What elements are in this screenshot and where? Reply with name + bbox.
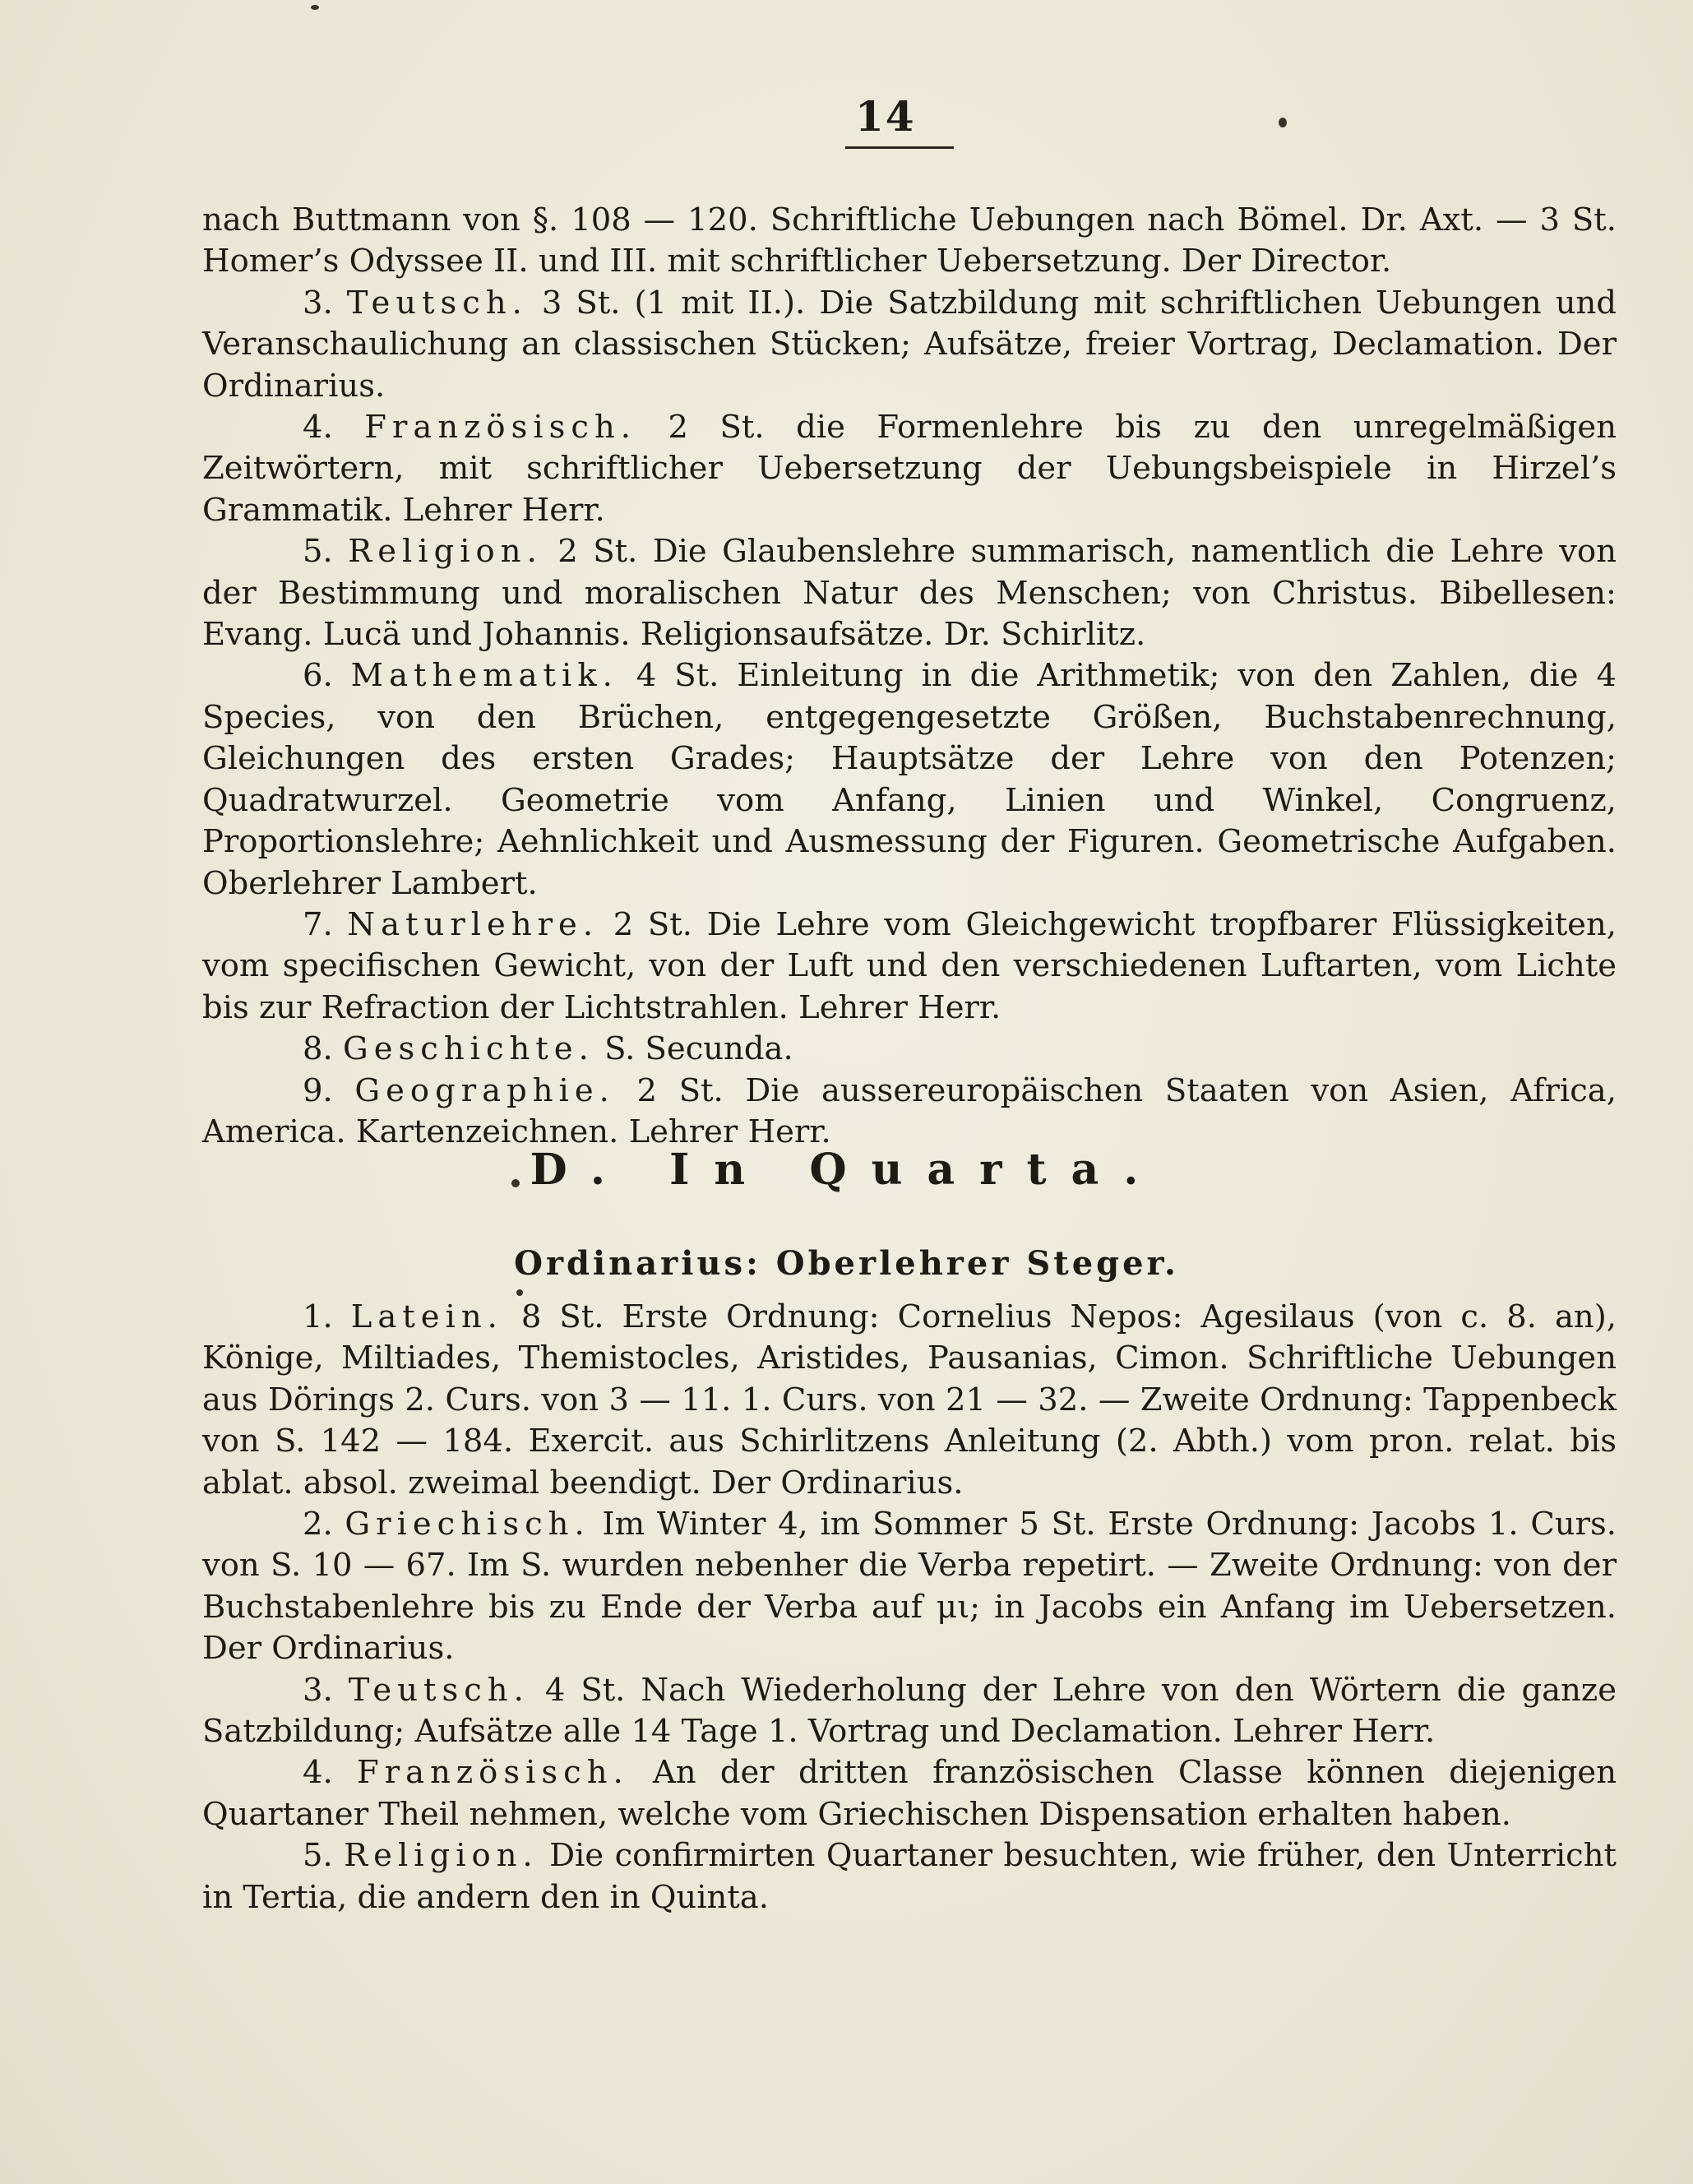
paragraph-text: 2 St. Die aussereuropäischen Staaten von Asien, Africa, America. Kartenzeichnen. Lehrer Herr. <box>202 1071 1617 1150</box>
paragraph-geschichte <box>202 1029 1617 1070</box>
paragraph-text: nach Buttmann von §. 108 — 120. Schriftliche Uebungen nach Bömel. Dr. Axt. — 3 St. Homer’s Odyssee II. und III. mit schriftlicher Uebersetzung. Der Director. <box>202 201 1617 280</box>
subject-title: Französisch. <box>357 1754 629 1792</box>
paragraph-text: 2 St. die Formenlehre bis zu den unregelmäßigen Zeitwörtern, mit schriftlicher Uebersetzung der Uebungsbeispiele in Hirzel’s Grammatik. Lehrer Herr. <box>202 409 1617 529</box>
subject-title: Teutsch. <box>348 1671 530 1709</box>
subject-title: Griechisch. <box>345 1506 590 1543</box>
subject-title: Französisch. <box>364 409 637 447</box>
paragraph-latein <box>202 1297 1617 1504</box>
item-number: 4. <box>303 409 333 447</box>
item-number: 3. <box>303 284 333 322</box>
ink-speck <box>1279 118 1287 127</box>
paragraph-text: 4 St. Einleitung in die Arithmetik; von den Zahlen, die 4 Species, von den Brüchen, entgegengesetzte Größen, Buchstabenrechnung, Gleichungen des ersten Grades; Hauptsätze der Lehre von den Potenzen; Quadratwurzel. Geometrie vom Anfang, Linien und Winkel, Congruenz, Proportionslehre; Aehnlichkeit und Ausmessung der Figuren. Geometrische Aufgaben. Oberlehrer Lambert. <box>202 657 1617 902</box>
paragraph-mathematik <box>202 655 1617 904</box>
paragraph-geographie <box>202 1071 1617 1154</box>
paragraph-text: 2 St. Die Lehre vom Gleichgewicht tropfbarer Flüssigkeiten, vom specifischen Gewicht, von der Luft und den verschiedenen Luftarten, vom Lichte bis zur Refraction der Lichtstrahlen. Lehrer Herr. <box>202 905 1617 1026</box>
ink-speck <box>311 5 319 10</box>
item-number: 7. <box>303 905 333 943</box>
paragraph-text: Im Winter 4, im Sommer 5 St. Erste Ordnung: Jacobs 1. Curs. von S. 10 — 67. Im S. wurden nebenher die Verba repetirt. — Zweite Ordnung: von der Buchstabenlehre bis zu Ende der Verba auf μι; in Jacobs ein Anfang im Uebersetzen. Der Ordinarius. <box>202 1506 1617 1668</box>
item-number: 1. <box>303 1298 333 1335</box>
item-number: 3. <box>303 1671 333 1709</box>
section-heading: D. In Quarta. <box>530 1145 1163 1195</box>
page-number-rule <box>845 146 954 149</box>
paragraph-text: 8 St. Erste Ordnung: Cornelius Nepos: Agesilaus (von c. 8. an), Könige, Miltiades, Themistocles, Aristides, Pausanias, Cimon. Schriftliche Uebungen aus Dörings 2. Curs. von 3 — 11. 1. Curs. von 21 — 32. — Zweite Ordnung: Tappenbeck von S. 142 — 184. Exercit. aus Schirlitzens Anleitung (2. Abth.) vom pron. relat. bis ablat. absol. zweimal beendigt. Der Ordinarius. <box>202 1298 1617 1502</box>
item-number: 5. <box>303 1837 333 1875</box>
item-number: 4. <box>303 1754 333 1792</box>
paragraph-text: 3 St. (1 mit II.). Die Satzbildung mit schriftlichen Uebungen und Veranschaulichung an classischen Stücken; Aufsätze, freier Vortrag, Declamation. Der Ordinarius. <box>202 284 1617 405</box>
paragraph-naturlehre <box>202 905 1617 1029</box>
page-number: 14 <box>855 92 916 141</box>
ink-speck <box>516 1289 523 1296</box>
paragraph-text: An der dritten französischen Classe können diejenigen Quartaner Theil nehmen, welche vom Griechischen Dispensation erhalten haben. <box>202 1754 1617 1833</box>
subject-title: Teutsch. <box>346 284 528 322</box>
item-number: 5. <box>303 533 333 571</box>
paragraph-continuation <box>202 200 1617 283</box>
text-block-top <box>202 200 1617 1153</box>
item-number: 9. <box>303 1071 333 1109</box>
subject-title: Mathematik. <box>350 657 618 695</box>
paragraph-religion <box>202 531 1617 655</box>
paragraph-franzoesisch <box>202 1752 1617 1835</box>
subject-title: Religion. <box>344 1837 539 1875</box>
item-number: 6. <box>303 657 333 695</box>
paragraph-franzoesisch <box>202 407 1617 531</box>
item-number: 2. <box>303 1506 333 1543</box>
item-number: 8. <box>303 1030 333 1068</box>
paragraph-teutsch <box>202 283 1617 407</box>
paragraph-text: S. Secunda. <box>604 1030 793 1068</box>
subject-title: Latein. <box>350 1298 503 1335</box>
subject-title: Religion. <box>348 533 543 571</box>
subject-title: Geschichte. <box>342 1030 594 1068</box>
paragraph-text: 4 St. Nach Wiederholung der Lehre von den Wörtern die ganze Satzbildung; Aufsätze alle 14 Tage 1. Vortrag und Declamation. Lehrer Herr. <box>202 1671 1617 1751</box>
text-block-bottom <box>202 1297 1617 1918</box>
subject-title: Geographie. <box>354 1071 615 1109</box>
subject-title: Naturlehre. <box>347 905 599 943</box>
paragraph-teutsch <box>202 1670 1617 1753</box>
ordinarius-heading: Ordinarius: Oberlehrer Steger. <box>514 1244 1179 1283</box>
paragraph-griechisch <box>202 1504 1617 1670</box>
paragraph-religion <box>202 1835 1617 1918</box>
paragraph-text: Die confirmirten Quartaner besuchten, wie früher, den Unterricht in Tertia, die andern den in Quinta. <box>202 1837 1617 1916</box>
paragraph-text: 2 St. Die Glaubenslehre summarisch, namentlich die Lehre von der Bestimmung und moralischen Natur des Menschen; von Christus. Bibellesen: Evang. Lucä und Johannis. Religionsaufsätze. Dr. Schirlitz. <box>202 533 1617 654</box>
